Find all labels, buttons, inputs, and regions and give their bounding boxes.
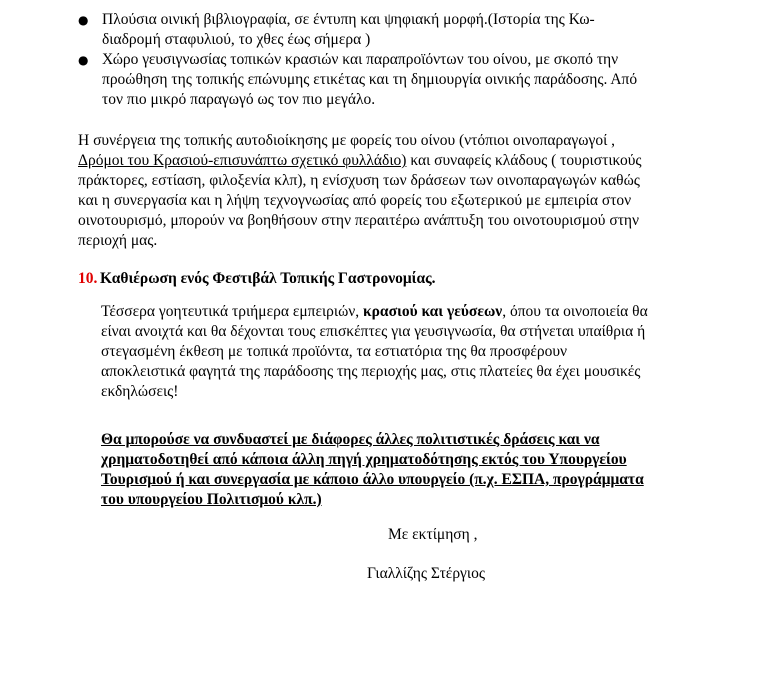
funding-paragraph xyxy=(101,430,718,510)
bullet-text-line: τον πιο μικρό παραγωγό ως τον πιο μεγάλο. xyxy=(102,91,376,108)
bullet-icon: ● xyxy=(78,13,89,27)
bullet-text-line: Πλούσια οινική βιβλιογραφία, σε έντυπη και ψηφιακή μορφή.(Ιστορία της Κω- xyxy=(102,11,595,28)
emphasis-text: κρασιού και γεύσεων xyxy=(363,303,503,320)
paragraph-line: , όπου τα οινοποιεία θα xyxy=(502,303,648,320)
bullet-list xyxy=(78,10,718,110)
brochure-reference-link: Δρόμοι του Κρασιού-επισυνάπτω σχετικό φυλλάδιο) xyxy=(78,152,407,169)
paragraph-line: και η συνεργασία και η λήψη τεχνογνωσίας από φορείς του εξωτερικού με εμπειρία στον xyxy=(78,192,632,209)
paragraph-line: Τέσσερα γοητευτικά τριήμερα εμπειριών, xyxy=(101,303,364,320)
paragraph-line: και συναφείς κλάδους ( τουριστικούς xyxy=(406,152,642,169)
paragraph-line: του υπουργείου Πολιτισμού κλπ.) xyxy=(101,491,322,508)
list-item xyxy=(78,50,718,110)
paragraph-line: αποκλειστικά φαγητά της παράδοσης της περιοχής μας, στις πλατείες θα έχει μουσικές xyxy=(101,363,641,380)
section-heading xyxy=(78,269,718,289)
festival-paragraph xyxy=(101,302,718,402)
paragraph-line: Θα μπορούσε να συνδυαστεί με διάφορες άλλες πολιτιστικές δράσεις και να xyxy=(101,431,600,448)
bullet-text-line: διαδρομή σταφυλιού, το χθες έως σήμερα ) xyxy=(102,31,371,48)
paragraph-line: πράκτορες, εστίαση, φιλοξενία κλπ), η ενίσχυση των δράσεων των οινοπαραγωγών καθώς xyxy=(78,172,640,189)
paragraph-line: Η συνέργεια της τοπικής αυτοδιοίκησης με φορείς του οίνου (ντόπιοι οινοπαραγωγοί , xyxy=(78,132,615,149)
bullet-text-line: Χώρο γευσιγνωσίας τοπικών κρασιών και παραπροϊόντων του οίνου, με σκοπό την xyxy=(102,51,619,68)
list-item xyxy=(78,10,718,50)
paragraph-line: οινοτουρισμό, μπορούν να βοηθήσουν στην περαιτέρω ανάπτυξη του οινοτουρισμού στην xyxy=(78,212,640,229)
synergy-paragraph xyxy=(78,131,718,251)
section-number: 10. xyxy=(78,270,98,287)
paragraph-line: χρηματοδοτηθεί από κάποια άλλη πηγή χρηματοδότησης εκτός του Υπουργείου xyxy=(101,451,627,468)
paragraph-line: εκδηλώσεις! xyxy=(101,383,179,400)
bullet-icon: ● xyxy=(78,53,89,67)
bullet-text-line: προώθηση της τοπικής επώνυμης ετικέτας και τη δημιουργία οινικής παράδοσης. Από xyxy=(102,71,638,88)
paragraph-line: Τουρισμού ή και συνεργασία με κάποιο άλλο υπουργείο (π.χ. ΕΣΠΑ, προγράμματα xyxy=(101,471,644,488)
paragraph-line: στεγασμένη έκθεση με τοπικά προϊόντα, τα εστιατόρια της θα προσφέρουν xyxy=(101,343,568,360)
closing-salutation: Με εκτίμηση , xyxy=(388,526,478,543)
signature-name: Γιαλλίζης Στέργιος xyxy=(367,565,485,582)
paragraph-line: περιοχή μας. xyxy=(78,232,158,249)
paragraph-line: είναι ανοιχτά και θα δέχονται τους επισκέπτες για γευσιγνωσία, θα στήνεται υπαίθρια ή xyxy=(101,323,646,340)
section-title: Καθιέρωση ενός Φεστιβάλ Τοπικής Γαστρονομίας. xyxy=(100,270,436,287)
